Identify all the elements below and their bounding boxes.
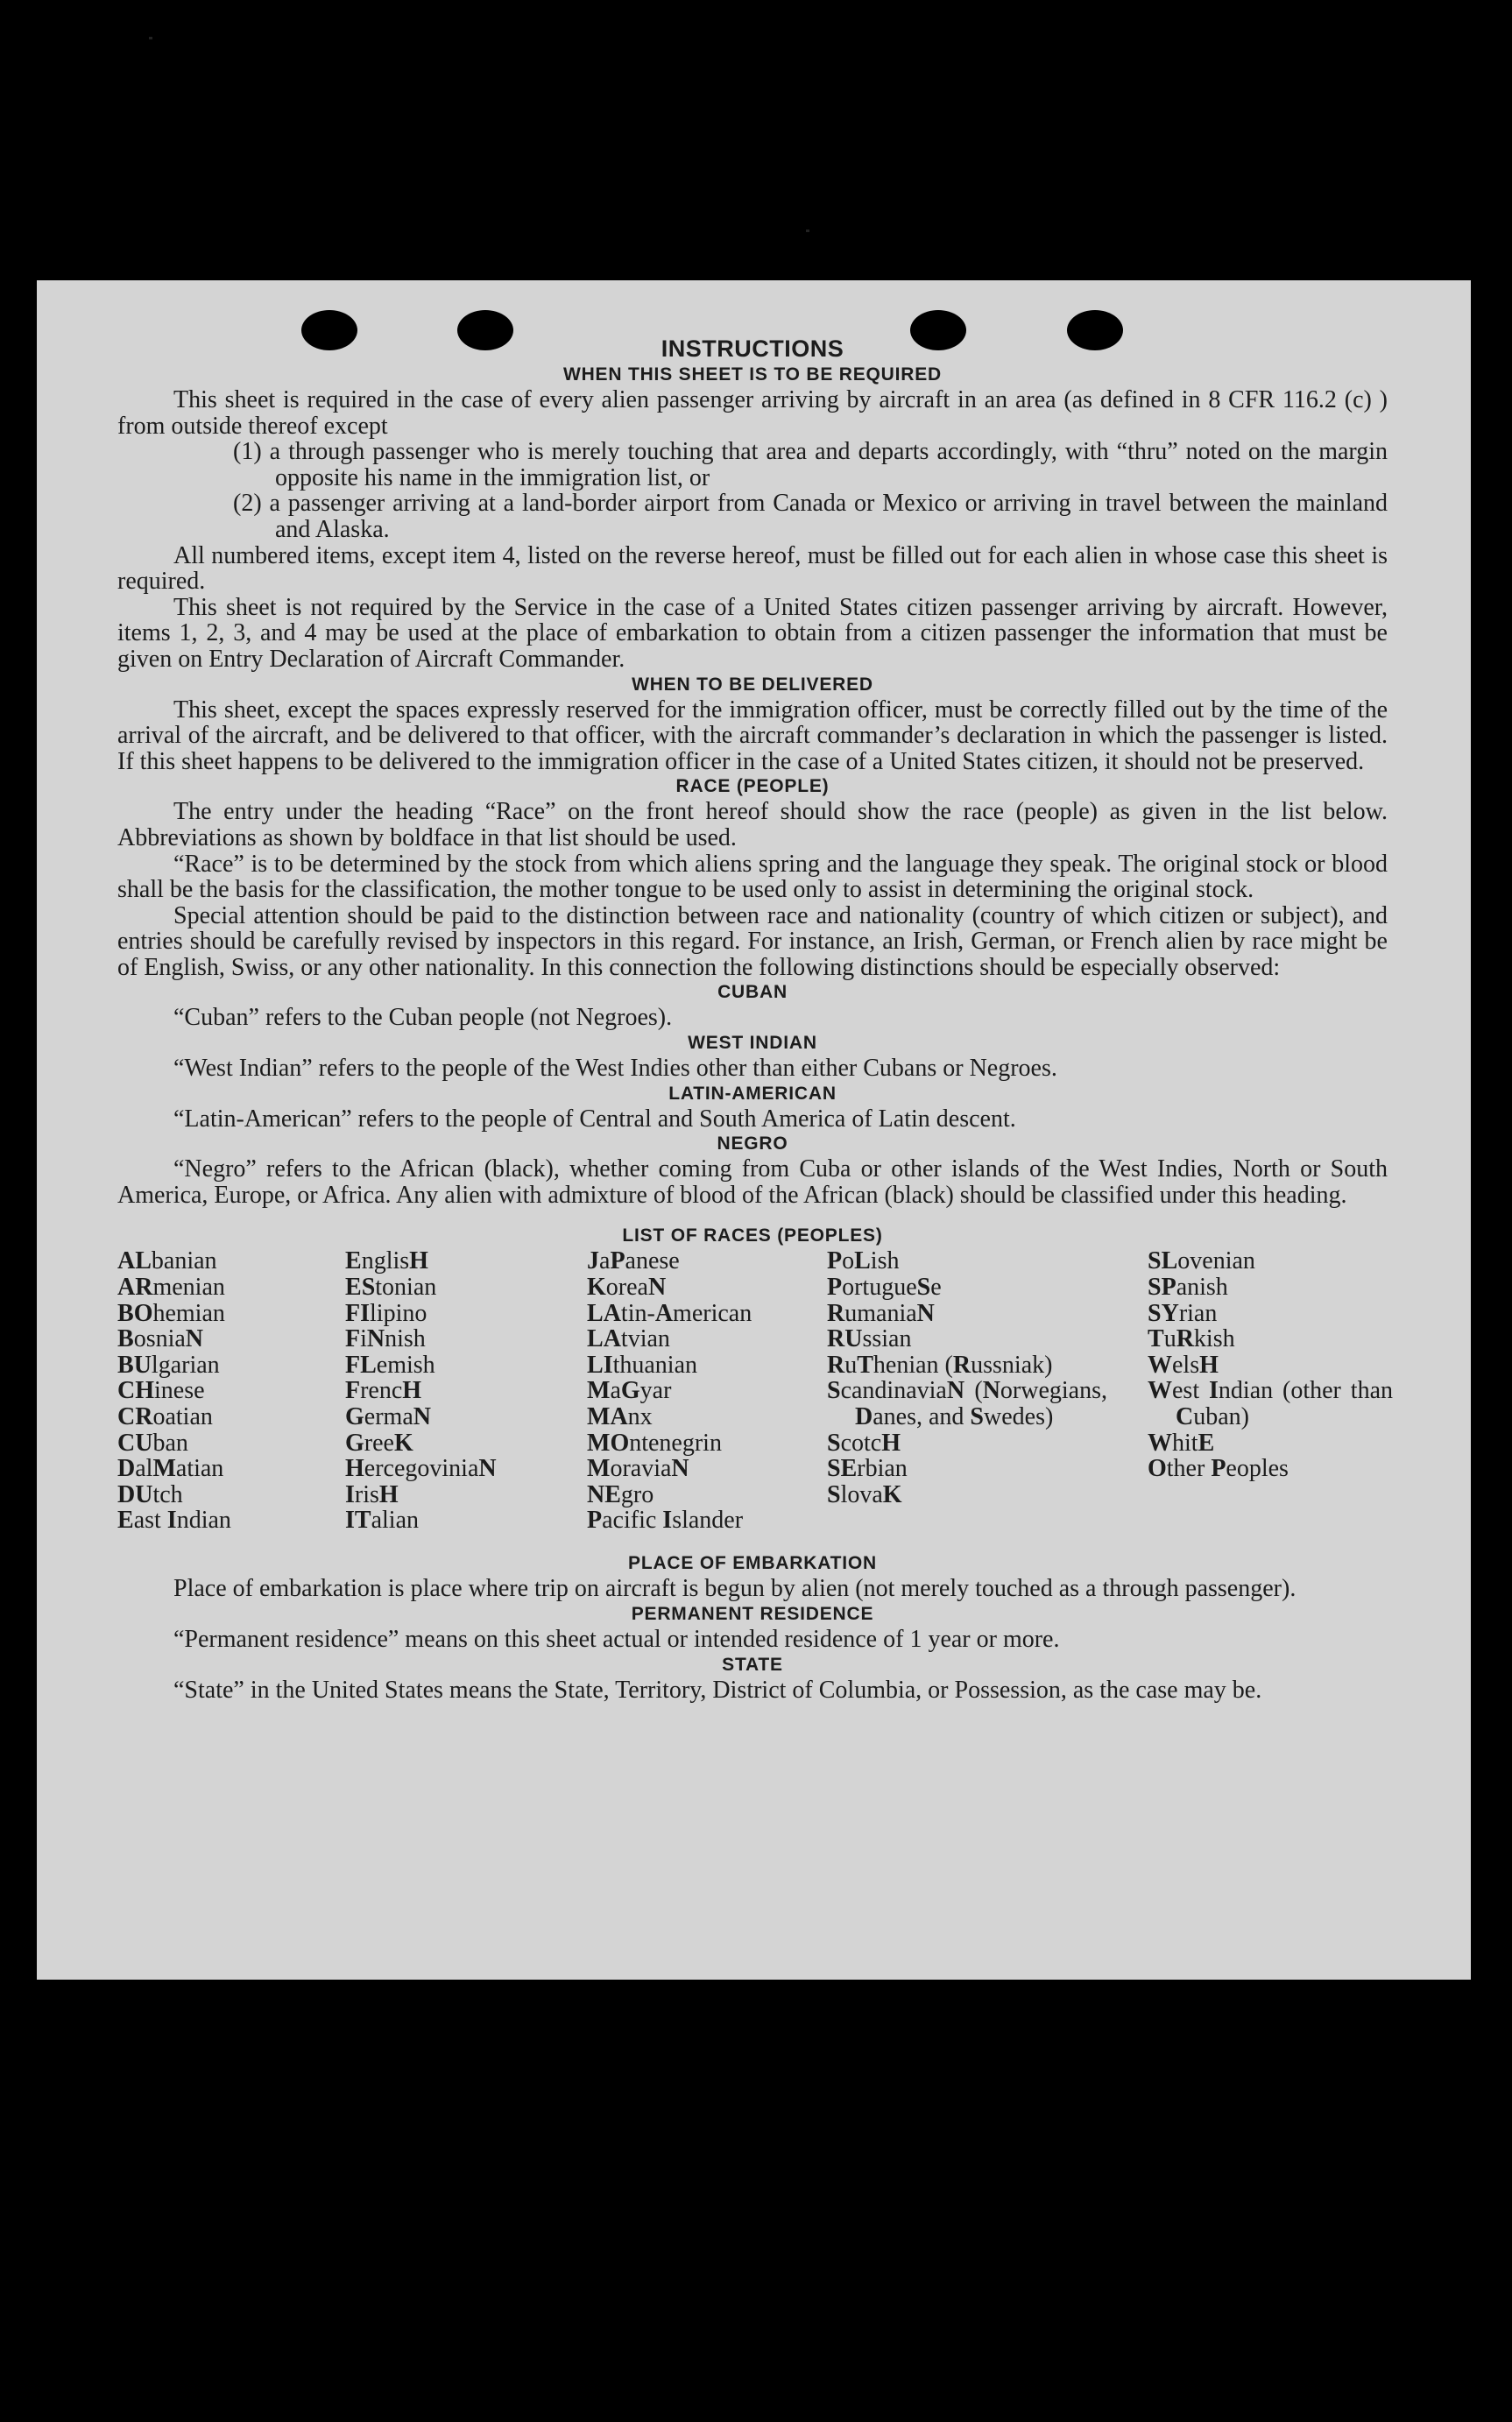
paragraph: Place of embarkation is place where trip on aircraft is begun by alien (not merely touched as a through passenger). — [173, 1575, 1297, 1603]
race-entry: MOntenegrin — [587, 1429, 722, 1457]
race-column — [827, 1248, 1107, 1508]
list-of-races-heading: LIST OF RACES (PEOPLES) — [622, 1225, 883, 1246]
race-column — [587, 1248, 823, 1534]
race-entry: SPanish — [1148, 1274, 1228, 1302]
race-entry: ARmenian — [117, 1274, 225, 1302]
race-entry: EStonian — [345, 1274, 437, 1302]
race-entry: ScandinaviaN (Norwegians, Danes, and Swedes) — [827, 1377, 1107, 1430]
race-entry: ITalian — [345, 1507, 420, 1535]
race-entry: ScotcH — [827, 1429, 901, 1457]
race-entry: JaPanese — [587, 1247, 680, 1275]
race-entry: GreeK — [345, 1429, 413, 1457]
paragraph: “West Indian” refers to the people of the West Indies other than either Cubans or Negroes. — [173, 1055, 1057, 1083]
section-heading-west-indian: WEST INDIAN — [688, 1033, 817, 1054]
race-entry: PoLish — [827, 1247, 900, 1275]
section-heading-required: WHEN THIS SHEET IS TO BE REQUIRED — [562, 364, 943, 385]
race-entry: Other Peoples — [1148, 1455, 1289, 1483]
race-entry: GermaN — [345, 1403, 431, 1430]
race-entry: LAtin-American — [587, 1299, 752, 1327]
section-heading-race: RACE (PEOPLE) — [675, 776, 830, 797]
instructions-body — [117, 335, 1393, 1704]
race-entry: PortugueSe — [827, 1274, 942, 1302]
paragraph: This sheet, except the spaces expressly reserved for the immigration officer, must be correctly filled out by the time of the arrival of the aircraft, and be delivered to that officer, with the aircraft commander’s declaration in which the passenger is listed. If this sheet happens to be delivered to the immigration officer in the case of a United States citizen, it should not be preserved. — [117, 696, 1388, 775]
paragraph: All numbered items, except item 4, listed on the reverse hereof, must be filled out for each alien in whose case this sheet is required. — [117, 541, 1388, 596]
race-entry: CRoatian — [117, 1403, 213, 1430]
race-entry: MoraviaN — [587, 1455, 689, 1483]
race-entry: NEgro — [587, 1480, 654, 1508]
section-heading-state: STATE — [722, 1654, 783, 1675]
race-entry: CHinese — [117, 1377, 205, 1405]
race-entry: KoreaN — [587, 1274, 667, 1302]
race-column — [345, 1248, 582, 1534]
race-entry: CUban — [117, 1429, 188, 1457]
paragraph: The entry under the heading “Race” on the front hereof should show the race (people) as given in the list below. Abbreviations as shown by boldface in that list should be used. — [117, 798, 1388, 851]
scan-speck — [806, 229, 809, 232]
paragraph: “Permanent residence” means on this sheet actual or intended residence of 1 year or more. — [173, 1626, 1060, 1654]
section-heading-negro: NEGRO — [717, 1133, 788, 1155]
race-column — [117, 1248, 336, 1534]
race-entry: SlovaK — [827, 1480, 902, 1508]
paragraph: “Race” is to be determined by the stock from which aliens spring and the language they speak. The original stock or blood shall be the basis for the classification, the mother tongue to be used only to assist in determining the original stock. — [117, 850, 1388, 904]
race-entry: BosniaN — [117, 1325, 204, 1353]
section-heading-delivered: WHEN TO BE DELIVERED — [632, 674, 873, 695]
race-entry: DalMatian — [117, 1455, 224, 1483]
race-entry: East Indian — [117, 1507, 231, 1535]
race-entry: RuThenian (Russniak) — [827, 1351, 1053, 1379]
section-heading-embarkation: PLACE OF EMBARKATION — [628, 1553, 877, 1574]
paragraph: “Negro” refers to the African (black), whether coming from Cuba or other islands of the West Indies, North or South America, Europe, or Africa. Any alien with admixture of blood of the African (black) should be classified under this heading. — [117, 1155, 1388, 1209]
race-entry: ALbanian — [117, 1247, 217, 1275]
scan-speck — [149, 37, 152, 39]
race-entry: SErbian — [827, 1455, 908, 1483]
paragraph: This sheet is required in the case of every alien passenger arriving by aircraft in an area (as defined in 8 CFR 116.2 (c) ) from outside thereof except — [117, 386, 1388, 440]
race-entry: SLovenian — [1148, 1247, 1255, 1275]
paragraph: This sheet is not required by the Service in the case of a United States citizen passenger arriving by aircraft. However, items 1, 2, 3, and 4 may be used at the place of embarkation to obtain from a citizen passenger the information that must be given on Entry Declaration of Aircraft Commander. — [117, 593, 1388, 673]
exception-item-2: (2) a passenger arriving at a land-border airport from Canada or Mexico or arriving in travel between the mainland and Alaska. — [233, 490, 1388, 543]
paragraph: “Latin-American” refers to the people of Central and South America of Latin descent. — [173, 1105, 1016, 1133]
section-heading-residence: PERMANENT RESIDENCE — [631, 1604, 874, 1625]
race-entry: RumaniaN — [827, 1299, 935, 1327]
section-heading-cuban: CUBAN — [717, 982, 788, 1003]
race-entry: SYrian — [1148, 1299, 1218, 1327]
race-entry: LAtvian — [587, 1325, 670, 1353]
race-entry: MAnx — [587, 1403, 653, 1430]
race-entry: RUssian — [827, 1325, 912, 1353]
instruction-sheet — [37, 280, 1471, 1980]
race-column — [1148, 1248, 1393, 1481]
race-entry: MaGyar — [587, 1377, 672, 1405]
race-entry: Pacific Islander — [587, 1507, 744, 1535]
race-entry: DUtch — [117, 1480, 183, 1508]
race-entry: FiNnish — [345, 1325, 426, 1353]
paragraph: Special attention should be paid to the distinction between race and nationality (country of which citizen or subject), and entries should be carefully revised by inspectors in this regard. For instance, an Irish, German, or French alien by race might be of English, Swiss, or any other nationality. In this connection the following distinctions should be especially observed: — [117, 901, 1388, 981]
race-entry: LIthuanian — [587, 1351, 698, 1379]
race-list — [117, 1247, 1393, 1551]
race-entry: BOhemian — [117, 1299, 225, 1327]
race-entry: EnglisH — [345, 1247, 428, 1275]
page-title: INSTRUCTIONS — [661, 335, 844, 362]
paragraph: “Cuban” refers to the Cuban people (not Negroes). — [173, 1004, 673, 1032]
race-entry: FrencH — [345, 1377, 422, 1405]
section-heading-latin-american: LATIN-AMERICAN — [668, 1083, 837, 1104]
race-entry: FIlipino — [345, 1299, 427, 1327]
exception-item-1: (1) a through passenger who is merely touching that area and departs accordingly, with “thru” noted on the margin opposite his name in the immigration list, or — [233, 438, 1388, 491]
race-entry: WhitE — [1148, 1429, 1215, 1457]
race-entry: West Indian (other than Cuban) — [1148, 1377, 1393, 1430]
race-entry: BUlgarian — [117, 1351, 220, 1379]
race-entry: TuRkish — [1148, 1325, 1235, 1353]
race-entry: IrisH — [345, 1480, 399, 1508]
paragraph: “State” in the United States means the State, Territory, District of Columbia, or Possession, as the case may be. — [173, 1676, 1262, 1704]
race-entry: FLemish — [345, 1351, 435, 1379]
race-entry: HercegoviniaN — [345, 1455, 497, 1483]
race-entry: WelsH — [1148, 1351, 1219, 1379]
